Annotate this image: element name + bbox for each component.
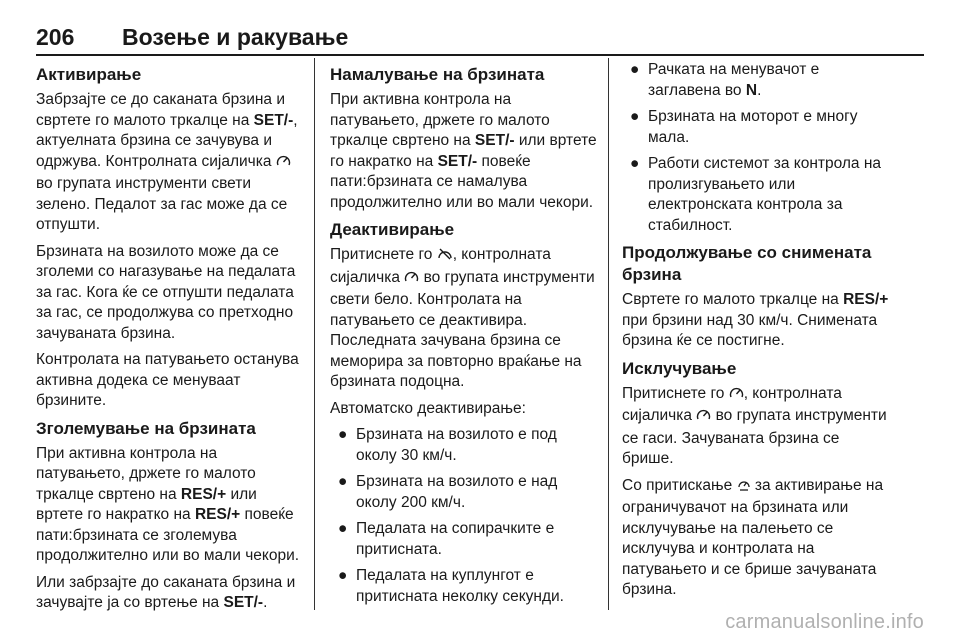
paragraph: Брзината на возилото може да се зголеми со нагазување на педалата за гас. Кога ќе се отпушти педалата за гас, се продолжува со претходно зачуваната брзина. [36,242,296,342]
paragraph: Притиснете го , контролната сијаличка во групата инструменти свети бело. Контролата на патувањето се деактивира. Последната зачувана брзина се меморира за повторно враќање на брзината подоцна. [330,246,595,390]
watermark: carmanualsonline.info [725,611,924,633]
paragraph: Автоматско деактивирање: [330,399,526,417]
section-heading-decrease-speed: Намалување на брзината [330,65,545,84]
auto-deactivation-list [330,425,600,607]
bullet: ● [338,567,348,584]
cancel-cruise-icon [437,247,453,268]
list-item: ● Брзината на возилото е под околу 30 км/ч. [338,426,557,464]
paragraph: Свртете го малото тркалце на RES/+ при брзини над 30 км/ч. Снимената брзина ќе се постигне. [622,291,889,349]
chapter-title: Возење и ракување [122,24,349,50]
bullet: ● [630,61,640,78]
list-item: ● Педалата на сопирачките е притисната. [338,520,555,558]
list-item: ● Рачката на менувачот е заглавена во N. [630,61,820,99]
column-1 [36,60,304,620]
cruise-control-icon [729,386,744,407]
paragraph: Или забрзајте до саканата брзина и зачувајте ја со вртење на SET/-. [36,573,296,611]
section-heading-activation: Активирање [36,65,142,84]
list-item: ● Брзината на возилото е над околу 200 км/ч. [338,473,558,511]
section-heading-deactivation: Деактивирање [330,220,455,239]
section-heading-resume-speed: Продолжување со снимената брзина [622,243,872,284]
bullet: ● [338,520,348,537]
list-item: ● Брзината на моторот е многу мала. [630,108,858,146]
paragraph: При активна контрола на патувањето, држете го малото тркалце свртено на RES/+ или вртете го накратко на RES/+ повеќе пати:брзината се зголемува продолжително или во мали чекори. [36,444,300,564]
column-divider [314,58,315,610]
section-heading-switch-off: Исклучување [622,358,737,378]
column-divider [608,58,609,610]
cruise-control-icon [404,270,419,291]
paragraph: Притиснете го , контролната сијаличка во групата инструменти се гаси. Зачуваната брзина се брише. [622,384,887,467]
list-item: ● Педалата на куплунгот е притисната неколку секунди. [338,567,564,605]
column-3 [622,60,890,607]
cruise-control-icon [276,154,291,175]
paragraph: Контролата на патувањето останува активна додека се менуваат брзините. [36,351,299,409]
list-item: ● Работи системот за контрола на пролизгувањето или електронската контрола за стабилност. [630,155,882,234]
auto-deactivation-list-cont [622,60,890,236]
speed-limiter-icon [737,477,751,499]
bullet: ● [630,108,640,125]
bullet: ● [338,426,348,443]
bullet: ● [338,473,348,490]
cruise-control-icon [696,408,711,429]
bullet: ● [630,155,640,172]
paragraph: Забрзајте се до саканата брзина и свртете го малото тркалце на SET/-, актуелната брзина се зачувува и одржува. Контролната сијаличка во групата инструменти свети зелено. Педалот за гас може да се отпушти. [36,91,298,233]
paragraph: При активна контрола на патувањето, држете го малото тркалце свртено на SET/- или вртете го накратко на SET/- повеќе пати:брзината се намалува продолжително или во мали чекори. [330,91,597,211]
page-header [36,22,924,56]
column-2 [330,60,600,613]
paragraph: Со притискање за активирање на ограничувачот на брзината или исклучување на палењето се исклучува и контролата на патувањето и се брише зачуваната брзина. [622,476,884,598]
section-heading-increase-speed: Зголемување на брзината [36,418,256,438]
page-number: 206 [36,24,75,50]
